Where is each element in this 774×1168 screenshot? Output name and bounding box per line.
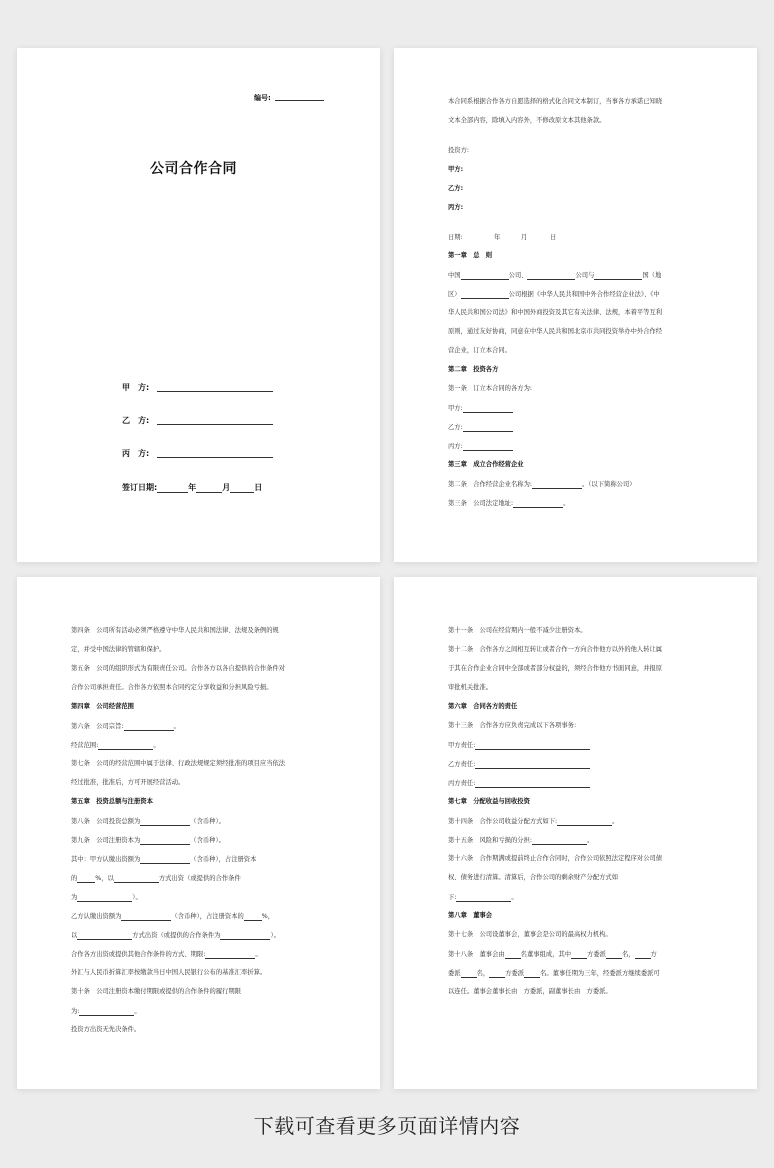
chapter-7-heading: 第七章 分配收益与回收投资 xyxy=(448,798,530,805)
party-b-duty: 乙方责任: xyxy=(448,760,590,769)
article-12-line-3: 审批机关批准。 xyxy=(448,684,493,691)
party-b-label: 乙 方: xyxy=(122,416,150,425)
intro-line-2: 文本全部内容，除填入内容外，不修改原文本其他条款。 xyxy=(448,117,606,124)
chapter-8-heading: 第八章 董事会 xyxy=(448,912,493,919)
article-15: 第十五条 风险和亏损的分担: 。 xyxy=(448,837,594,844)
article-8: 第八条 公司投资总额为 （含币种）。 xyxy=(71,818,225,825)
document-title: 公司合作合同 xyxy=(150,161,237,177)
article-13: 第十三条 合作各方应负责完成以下各项事务: xyxy=(448,722,577,729)
business-scope: 经营范围: 。 xyxy=(71,742,160,749)
party-a-blank xyxy=(157,391,273,392)
ch1-line-3: 华人民共和国公司法》和中国外商投资及其它有关法律、法规，本着平等互利 xyxy=(448,309,663,316)
party-b-capital-2: 以 方式出资（或提供的合作条件为 ）。 xyxy=(71,932,280,939)
party-c-label: 丙 方: xyxy=(122,449,150,458)
signing-date xyxy=(122,482,262,493)
contribution-terms: 合作各方出资或提供其他合作条件的方式、期限: 。 xyxy=(71,951,262,958)
ch1-line-5: 营企业，订立本合同。 xyxy=(448,347,511,354)
date-day: 日 xyxy=(550,234,557,241)
party-c-label: 丙方: xyxy=(448,204,464,211)
article-1: 第一条 订立本合同的各方为: xyxy=(448,385,532,392)
chapter-4-heading: 第四章 公司经营范围 xyxy=(71,703,134,710)
article-12-line-2: 于其在合作企业合同中全部或者部分权益的，须经合作他方书面同意，并报原 xyxy=(448,665,663,672)
article-2: 第二条 合作经营企业名称为: 。（以下简称公司） xyxy=(448,481,636,488)
party-a-label: 甲方: xyxy=(448,166,464,173)
article-5-line-2: 合作公司承担责任。合作各方依照本合同约定分享收益和分担风险亏损。 xyxy=(71,684,273,691)
investors-label: 投资方: xyxy=(448,147,470,154)
chapter-1-heading: 第一章 总 则 xyxy=(448,252,493,259)
ch1-line-2: 区） 公司根据《中华人民共和国中外合作经营企业法》、《中 xyxy=(448,291,660,298)
article-5-line-1: 第五条 公司的组织形式为有限责任公司。合作各方以各自提供的合作条件对 xyxy=(71,665,286,672)
serial-number-label: 编号: xyxy=(254,94,271,102)
no-precondition-clause: 投资方出资无先决条件。 xyxy=(71,1026,141,1033)
article-7-line-2: 经过批准，批准后，方可开展经营活动。 xyxy=(71,779,185,786)
contract-page-2 xyxy=(394,48,757,562)
party-a-duty: 甲方责任: xyxy=(448,741,590,750)
party-b-blank xyxy=(157,424,273,425)
article-4-line-1: 第四条 公司所有活动必须严格遵守中华人民共和国法律、法规及条例的规 xyxy=(71,627,279,634)
party-a-capital-2: 的 %，以 方式出资（或提供的合作条件 xyxy=(71,875,241,882)
party-b-row: 乙方: xyxy=(448,423,513,432)
article-9: 第九条 公司注册资本为 （含币种）。 xyxy=(71,837,225,844)
party-b-capital-1: 乙方认缴出资额为 （含币种），占注册资本的 %， xyxy=(71,913,275,920)
intro-line-1: 本合同系根据合作各方自愿选择的格式化合同文本制订，当事各方承诺已知晓 xyxy=(448,98,663,105)
article-12-line-1: 第十二条 合作各方之间相互转让或者合作一方向合作他方以外的他人转让属 xyxy=(448,646,663,653)
chapter-5-heading: 第五章 投资总额与注册资本 xyxy=(71,798,153,805)
party-c-blank xyxy=(157,457,273,458)
serial-number-blank xyxy=(275,100,324,101)
article-18-line-3: 以连任。董事会董事长由 方委派，副董事长由 方委派。 xyxy=(448,988,612,995)
article-4-line-2: 定，并受中国法律的管辖和保护。 xyxy=(71,646,166,653)
chapter-3-heading: 第三章 成立合作经营企业 xyxy=(448,461,524,468)
article-18-line-2: 委派 名， 方委派 名。董事任期为三年，经委派方继续委派可 xyxy=(448,970,660,977)
chapter-2-heading: 第二章 投资各方 xyxy=(448,366,499,373)
contract-page-4 xyxy=(394,577,757,1089)
month-label: 月 xyxy=(222,483,231,492)
year-label: 年 xyxy=(188,483,197,492)
article-14: 第十四条 合作公司收益分配方式如下: 。 xyxy=(448,818,619,825)
exchange-rate-clause: 外汇与人民币折算汇率按缴款当日中国人民银行公布的基准汇率折算。 xyxy=(71,969,267,976)
ch1-line-1: 中国 公司、 公司与 国（地 xyxy=(448,272,662,279)
article-16-line-2: 权、债务进行清算。清算后，合作公司的剩余财产分配方式如 xyxy=(448,874,619,881)
party-a-capital-1: 其中：甲方认缴出资额为 （含币种），占注册资本 xyxy=(71,856,257,863)
article-11: 第十一条 公司在经营期内一般不减少注册资本。 xyxy=(448,627,587,634)
party-a-label: 甲 方: xyxy=(122,383,150,392)
article-7-line-1: 第七条 公司的经营范围中属于法律、行政法规规定须经批准的项目应当依法 xyxy=(71,760,286,767)
date-year: 年 xyxy=(494,234,501,241)
party-c-row: 丙方: xyxy=(448,442,513,451)
article-6: 第六条 公司宗旨: 。 xyxy=(71,723,180,730)
contract-cover-page xyxy=(17,48,380,562)
article-17: 第十七条 公司设董事会，董事会是公司的最高权力机构。 xyxy=(448,931,612,938)
party-a-row: 甲方: xyxy=(448,404,513,413)
download-more-caption: 下载可查看更多页面详情内容 xyxy=(253,1114,521,1138)
day-label: 日 xyxy=(254,483,263,492)
party-a-capital-3: 为 ）。 xyxy=(71,894,142,901)
article-18-line-1: 第十八条 董事会由 名董事组成，其中 方委派 名， 方 xyxy=(448,951,657,958)
party-b-label: 乙方: xyxy=(448,185,464,192)
signing-date-label: 签订日期: xyxy=(122,483,158,492)
article-10-line-1: 第十条 公司注册资本缴付期限或提供的合作条件的履行期限 xyxy=(71,988,242,995)
article-3: 第三条 公司法定地址: 。 xyxy=(448,500,570,507)
article-10-line-2: 为: 。 xyxy=(71,1008,141,1015)
party-c-duty: 丙方责任: xyxy=(448,779,590,788)
chapter-6-heading: 第六章 合同各方的责任 xyxy=(448,703,518,710)
date-month: 月 xyxy=(521,234,528,241)
article-16-line-3: 下: 。 xyxy=(448,894,518,901)
contract-page-3 xyxy=(17,577,380,1089)
ch1-line-4: 原则，通过友好协商，同意在中华人民共和国北京市共同投资举办中外合作经 xyxy=(448,328,663,335)
date-label: 日期: xyxy=(448,234,463,241)
article-16-line-1: 第十六条 合作期满或提前终止合作合同时，合作公司依照法定程序对公司债 xyxy=(448,855,663,862)
